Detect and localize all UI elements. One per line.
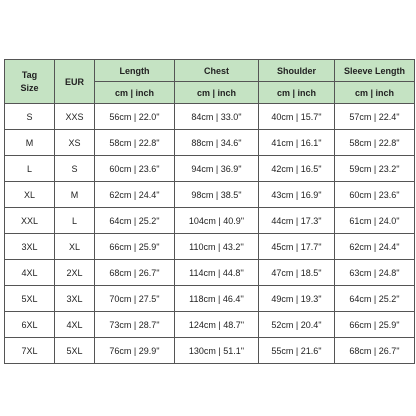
- table-row: [5, 260, 415, 286]
- cell-tag: M: [5, 130, 55, 156]
- cell-sleeve: 64cm | 25.2'': [335, 286, 415, 312]
- cell-shoulder: 45cm | 17.7'': [259, 234, 335, 260]
- cell-shoulder: 55cm | 21.6'': [259, 338, 335, 364]
- table-row: [5, 130, 415, 156]
- cell-eur: S: [55, 156, 95, 182]
- unit-chest: cm | inch: [175, 82, 259, 104]
- cell-sleeve: 61cm | 24.0'': [335, 208, 415, 234]
- size-chart-table: [4, 59, 415, 364]
- cell-shoulder: 40cm | 15.7'': [259, 104, 335, 130]
- cell-eur: 3XL: [55, 286, 95, 312]
- cell-tag: 3XL: [5, 234, 55, 260]
- cell-sleeve: 68cm | 26.7'': [335, 338, 415, 364]
- cell-chest: 104cm | 40.9'': [175, 208, 259, 234]
- cell-tag: XXL: [5, 208, 55, 234]
- cell-shoulder: 42cm | 16.5'': [259, 156, 335, 182]
- table-row: [5, 156, 415, 182]
- cell-length: 73cm | 28.7'': [95, 312, 175, 338]
- cell-length: 64cm | 25.2'': [95, 208, 175, 234]
- cell-length: 58cm | 22.8'': [95, 130, 175, 156]
- cell-shoulder: 41cm | 16.1'': [259, 130, 335, 156]
- cell-shoulder: 49cm | 19.3'': [259, 286, 335, 312]
- table-row: [5, 338, 415, 364]
- header-sleeve-length: Sleeve Length: [335, 60, 415, 82]
- cell-sleeve: 58cm | 22.8'': [335, 130, 415, 156]
- cell-chest: 130cm | 51.1'': [175, 338, 259, 364]
- cell-sleeve: 59cm | 23.2'': [335, 156, 415, 182]
- table-row: [5, 208, 415, 234]
- cell-eur: XS: [55, 130, 95, 156]
- cell-length: 60cm | 23.6'': [95, 156, 175, 182]
- cell-chest: 88cm | 34.6'': [175, 130, 259, 156]
- cell-sleeve: 62cm | 24.4'': [335, 234, 415, 260]
- cell-eur: XXS: [55, 104, 95, 130]
- cell-chest: 98cm | 38.5'': [175, 182, 259, 208]
- cell-length: 62cm | 24.4'': [95, 182, 175, 208]
- table-row: [5, 286, 415, 312]
- cell-chest: 114cm | 44.8'': [175, 260, 259, 286]
- cell-tag: 5XL: [5, 286, 55, 312]
- cell-chest: 84cm | 33.0'': [175, 104, 259, 130]
- cell-tag: 4XL: [5, 260, 55, 286]
- cell-chest: 110cm | 43.2'': [175, 234, 259, 260]
- unit-sleeve: cm | inch: [335, 82, 415, 104]
- cell-length: 68cm | 26.7'': [95, 260, 175, 286]
- header-tag-size: Tag Size: [5, 60, 55, 104]
- header-eur: EUR: [55, 60, 95, 104]
- table-row: [5, 312, 415, 338]
- header-chest: Chest: [175, 60, 259, 82]
- size-rows: [5, 104, 415, 364]
- cell-chest: 118cm | 46.4'': [175, 286, 259, 312]
- header-shoulder: Shoulder: [259, 60, 335, 82]
- cell-tag: L: [5, 156, 55, 182]
- cell-tag: S: [5, 104, 55, 130]
- unit-shoulder: cm | inch: [259, 82, 335, 104]
- cell-eur: M: [55, 182, 95, 208]
- cell-length: 70cm | 27.5'': [95, 286, 175, 312]
- cell-shoulder: 47cm | 18.5'': [259, 260, 335, 286]
- cell-eur: 5XL: [55, 338, 95, 364]
- table-row: [5, 104, 415, 130]
- cell-sleeve: 60cm | 23.6'': [335, 182, 415, 208]
- cell-length: 76cm | 29.9'': [95, 338, 175, 364]
- cell-chest: 94cm | 36.9'': [175, 156, 259, 182]
- cell-sleeve: 63cm | 24.8'': [335, 260, 415, 286]
- cell-shoulder: 44cm | 17.3'': [259, 208, 335, 234]
- cell-sleeve: 66cm | 25.9'': [335, 312, 415, 338]
- cell-chest: 124cm | 48.7'': [175, 312, 259, 338]
- cell-eur: L: [55, 208, 95, 234]
- table-row: [5, 182, 415, 208]
- cell-eur: XL: [55, 234, 95, 260]
- unit-length: cm | inch: [95, 82, 175, 104]
- table-row: [5, 234, 415, 260]
- cell-tag: XL: [5, 182, 55, 208]
- cell-shoulder: 43cm | 16.9'': [259, 182, 335, 208]
- cell-eur: 2XL: [55, 260, 95, 286]
- header-length: Length: [95, 60, 175, 82]
- cell-length: 56cm | 22.0'': [95, 104, 175, 130]
- cell-tag: 6XL: [5, 312, 55, 338]
- cell-shoulder: 52cm | 20.4'': [259, 312, 335, 338]
- cell-tag: 7XL: [5, 338, 55, 364]
- cell-eur: 4XL: [55, 312, 95, 338]
- cell-length: 66cm | 25.9'': [95, 234, 175, 260]
- cell-sleeve: 57cm | 22.4'': [335, 104, 415, 130]
